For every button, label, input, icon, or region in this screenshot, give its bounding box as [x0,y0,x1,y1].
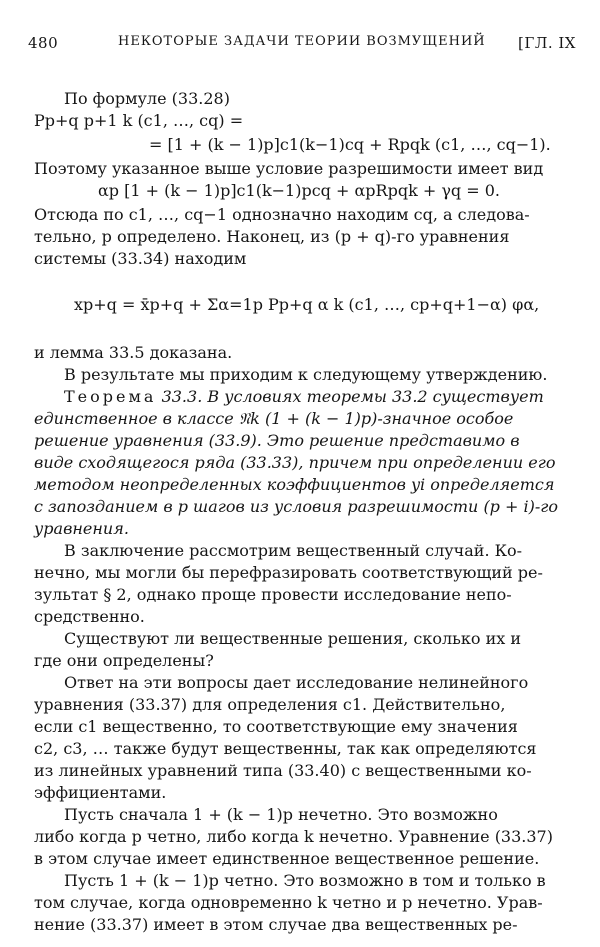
text-line: том случае, когда одновременно k четно и p нечетно. Урав- [34,893,543,912]
text-line: В заключение рассмотрим вещественный случай. Ко- [64,541,523,560]
running-title: НЕКОТОРЫЕ ЗАДАЧИ ТЕОРИИ ВОЗМУЩЕНИЙ [118,34,486,49]
text-line: из линейных уравнений типа (33.40) с вещественными ко- [34,761,532,780]
running-header [28,34,576,58]
formula-line: Pp+q p+1 k (c1, …, cq) = [34,111,244,130]
theorem-word: Теорема [64,387,157,406]
summation-formula [34,270,564,342]
page-number: 480 [28,34,59,52]
text-line: с запозданием в p шагов из условия разрешимости (p + i)-го [34,497,558,516]
text-line: единственное в классе 𝔑k (1 + (k − 1)p)-значное особое [34,409,514,428]
theorem-heading [34,386,564,408]
text-line: и лемма 33.5 доказана. [34,343,233,362]
text-line: где они определены? [34,651,214,670]
text-line: Ответ на эти вопросы дает исследование нелинейного [64,673,529,692]
text-line: тельно, p определено. Наконец, из (p + q)-го уравнения [34,227,510,246]
text-line: уравнения. [34,519,129,538]
formula-line: αp [1 + (k − 1)p]c1(k−1)pcq + αpRpqk + γq = 0. [98,181,500,200]
text-line: Пусть 1 + (k − 1)p четно. Это возможно в том и только в [64,871,546,890]
text-line: Поэтому указанное выше условие разрешимости имеет вид [34,159,544,178]
text-line: решение уравнения (33.9). Это решение представимо в [34,431,520,450]
text-line: зультат § 2, однако проще провести исследование непо- [34,585,512,604]
text-line: По формуле (33.28) [64,89,230,108]
text-line: если c1 вещественно, то соответствующие ему значения [34,717,518,736]
text-line: нечно, мы могли бы перефразировать соответствующий ре- [34,563,543,582]
text-line: эффициентами. [34,783,167,802]
page-body [34,88,564,936]
text-line: Существуют ли вещественные решения, сколько их и [64,629,522,648]
text-line: системы (33.34) находим [34,249,247,268]
text-line: виде сходящегося ряда (33.33), причем при определении его [34,453,556,472]
text-line: методом неопределенных коэффициентов yi определяется [34,475,555,494]
formula-line: = [1 + (k − 1)p]c1(k−1)cq + Rpqk (c1, …, cq−1). [149,135,551,154]
text-line: уравнения (33.37) для определения c1. Действительно, [34,695,506,714]
text-line: Пусть сначала 1 + (k − 1)p нечетно. Это возможно [64,805,498,824]
text-line: либо когда p четно, либо когда k нечетно. Уравнение (33.37) [34,827,553,846]
text-line: в этом случае имеет единственное вещественное решение. [34,849,540,868]
formula-line: xp+q = x̄p+q + Σα=1p Pp+q α k (c1, …, cp+q+1−α) φα, [74,295,540,314]
chapter-label: [ГЛ. IX [518,34,576,52]
text-line: В результате мы приходим к следующему утверждению. [64,365,548,384]
text-line: нение (33.37) имеет в этом случае два вещественных ре- [34,915,518,934]
text-line: c2, c3, … также будут вещественны, так как определяются [34,739,537,758]
text-line: средственно. [34,607,145,626]
theorem-text: 33.3. В условиях теоремы 33.2 существует [161,387,544,406]
text-line: Отсюда по c1, …, cq−1 однозначно находим cq, а следова- [34,205,530,224]
